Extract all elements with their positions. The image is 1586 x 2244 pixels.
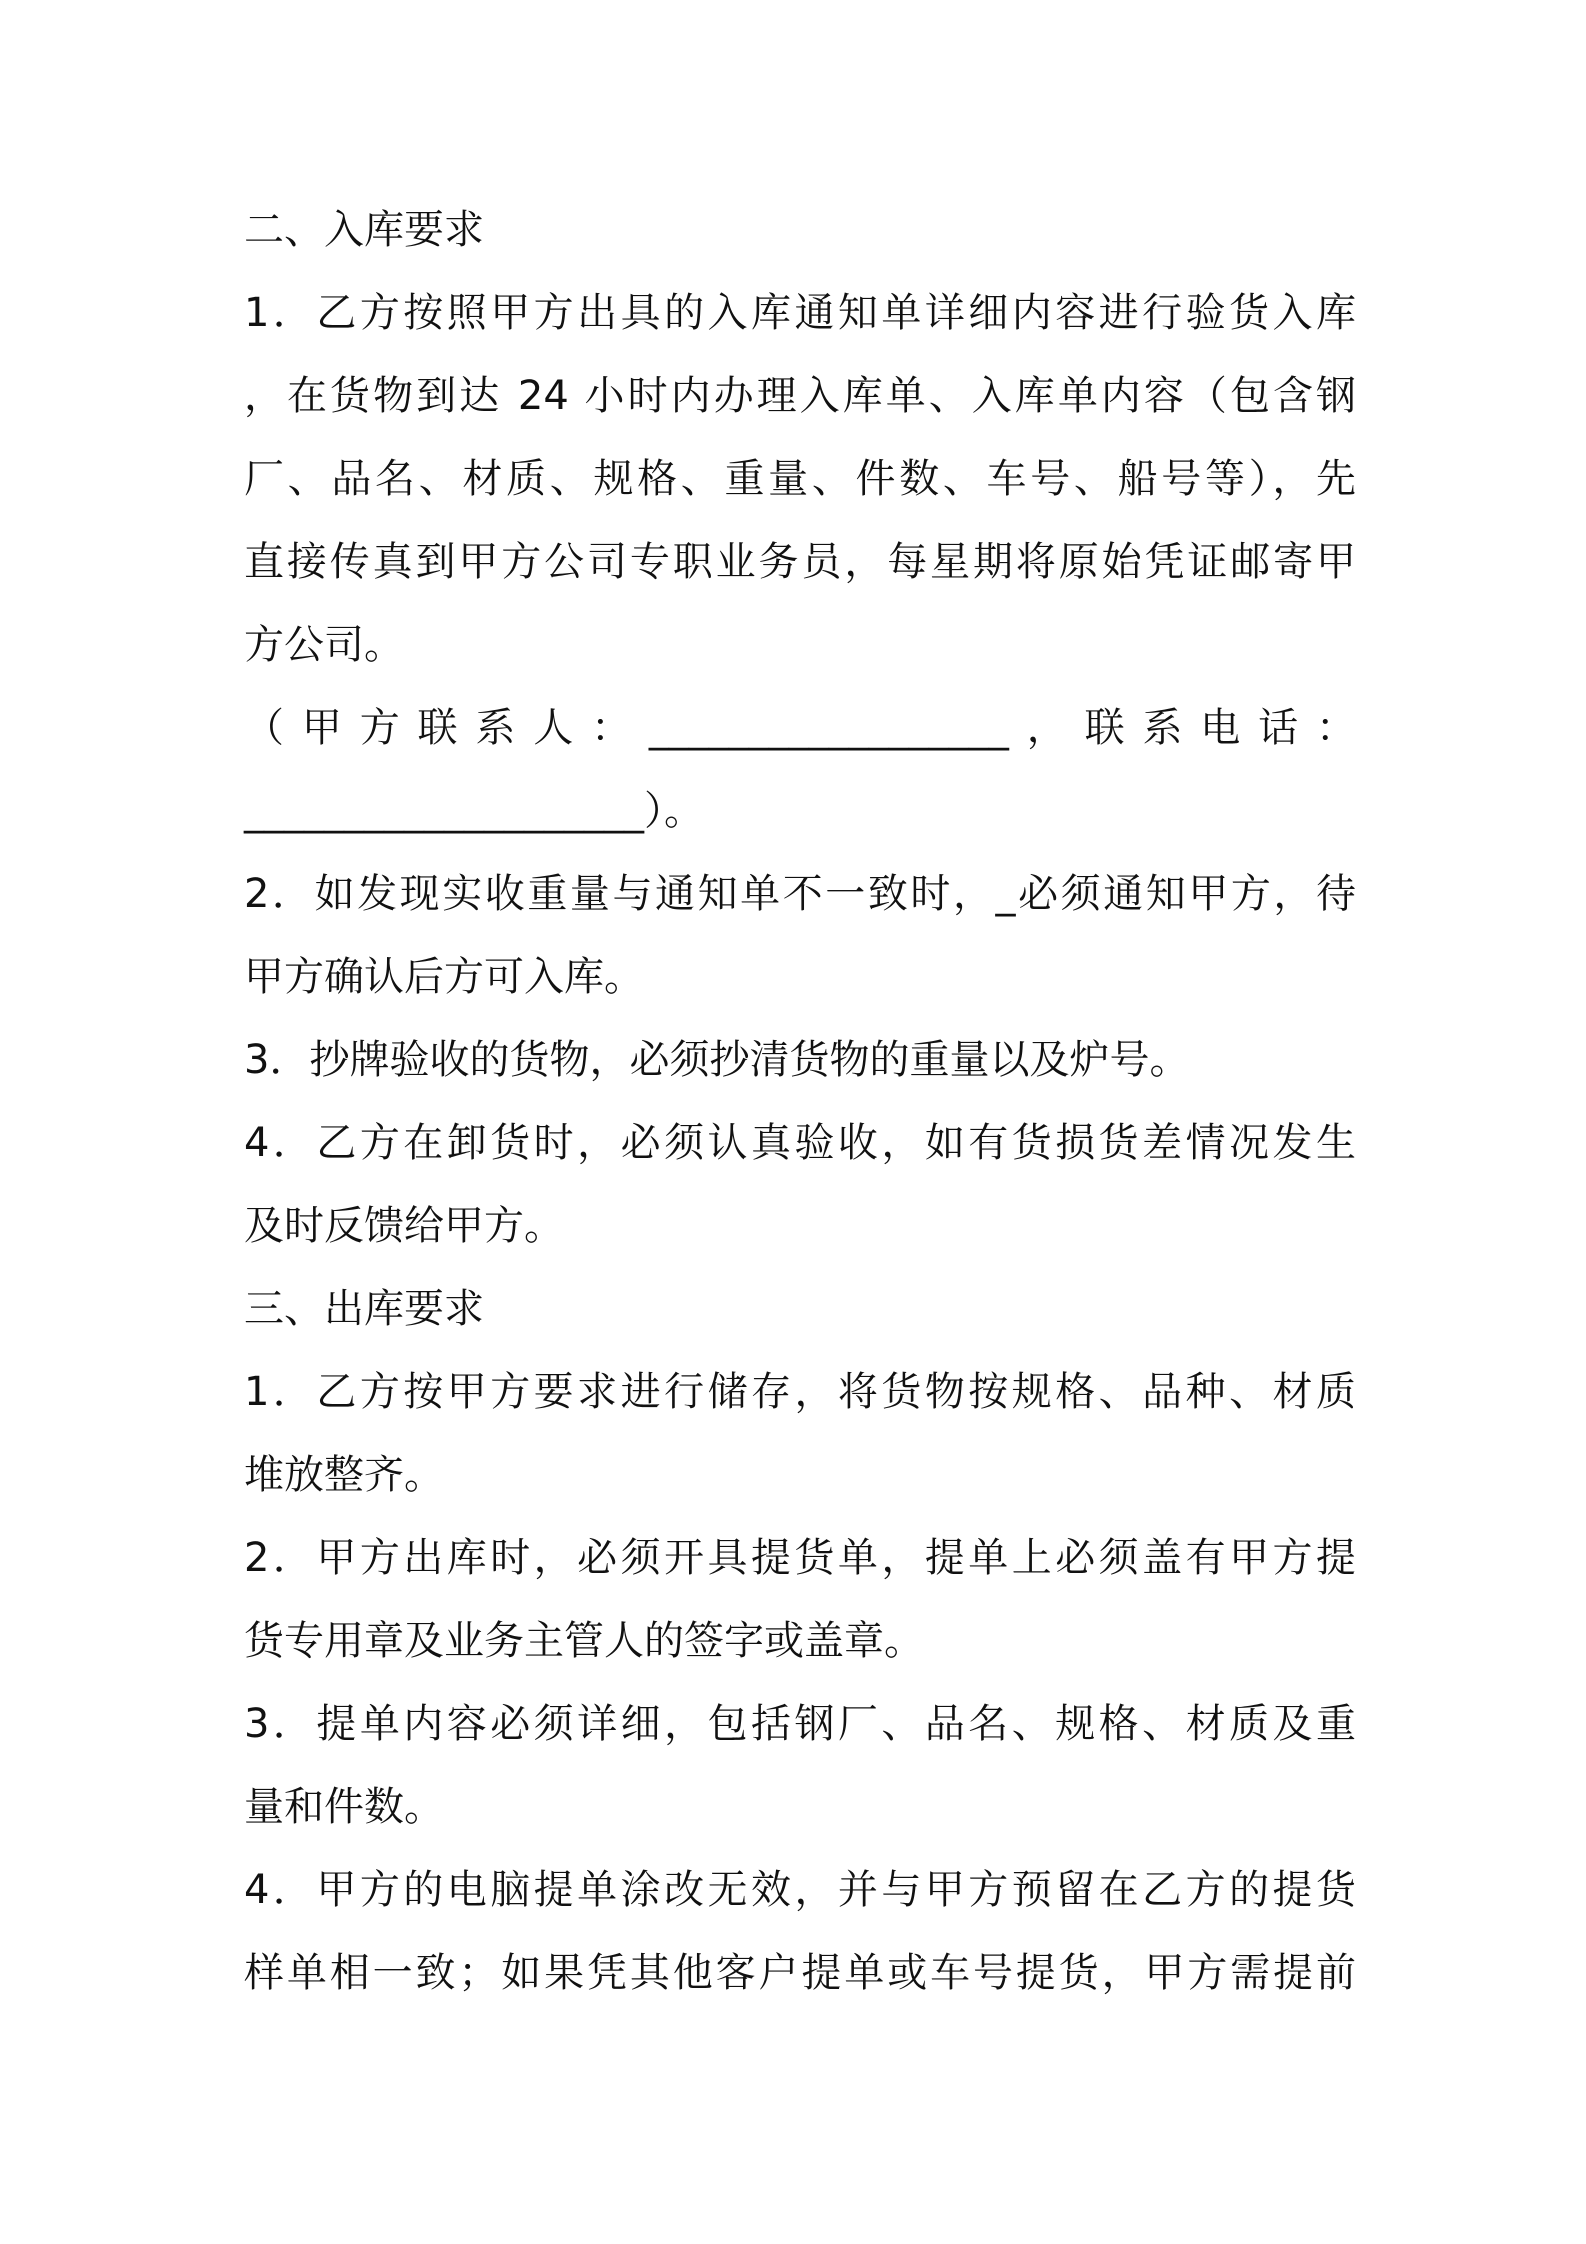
section-heading-warehousing-out: 三、出库要求 [244,1286,484,1332]
clause-2-2-line-1: 2．如发现实收重量与通知单不一致时，_必须通知甲方，待 [244,871,1356,917]
clause-3-1-line-1: 1．乙方按甲方要求进行储存，将货物按规格、品种、材质 [244,1369,1356,1415]
clause-3-2-line-1: 2．甲方出库时，必须开具提货单，提单上必须盖有甲方提 [244,1535,1356,1581]
clause-2-1-line-3: 厂、品名、材质、规格、重量、件数、车号、船号等），先 [244,456,1356,502]
clause-3-3-line-1: 3．提单内容必须详细，包括钢厂、品名、规格、材质及重 [244,1701,1356,1747]
clause-2-3-line-1: 3．抄牌验收的货物，必须抄清货物的重量以及炉号。 [244,1037,1190,1083]
clause-3-4-line-1: 4．甲方的电脑提单涂改无效，并与甲方预留在乙方的提货 [244,1867,1356,1913]
clause-2-1-line-1: 1．乙方按照甲方出具的入库通知单详细内容进行验货入库 [244,290,1356,336]
clause-2-1-line-4: 直接传真到甲方公司专职业务员，每星期将原始凭证邮寄甲 [244,539,1356,585]
section-heading-warehousing-in: 二、入库要求 [244,207,484,253]
clause-3-4-line-2: 样单相一致；如果凭其他客户提单或车号提货，甲方需提前 [244,1950,1356,1996]
clause-3-1-line-2: 堆放整齐。 [244,1452,444,1498]
clause-2-2-line-2: 甲方确认后方可入库。 [244,954,644,1000]
clause-2-1-line-2: ，在货物到达 24 小时内办理入库单、入库单内容（包含钢 [244,373,1356,419]
clause-2-4-line-1: 4．乙方在卸货时，必须认真验收，如有货损货差情况发生 [244,1120,1356,1166]
document-body [244,200,1356,2026]
clause-3-2-line-2: 货专用章及业务主管人的签字或盖章。 [244,1618,924,1664]
clause-2-4-line-2: 及时反馈给甲方。 [244,1203,564,1249]
clause-2-1-line-5: 方公司。 [244,622,404,668]
contact-line-2: ____________________）。 [244,788,704,834]
clause-3-3-line-2: 量和件数。 [244,1784,444,1830]
contact-line-1: （甲方联系人：__________________，联系电话： [244,705,1356,751]
